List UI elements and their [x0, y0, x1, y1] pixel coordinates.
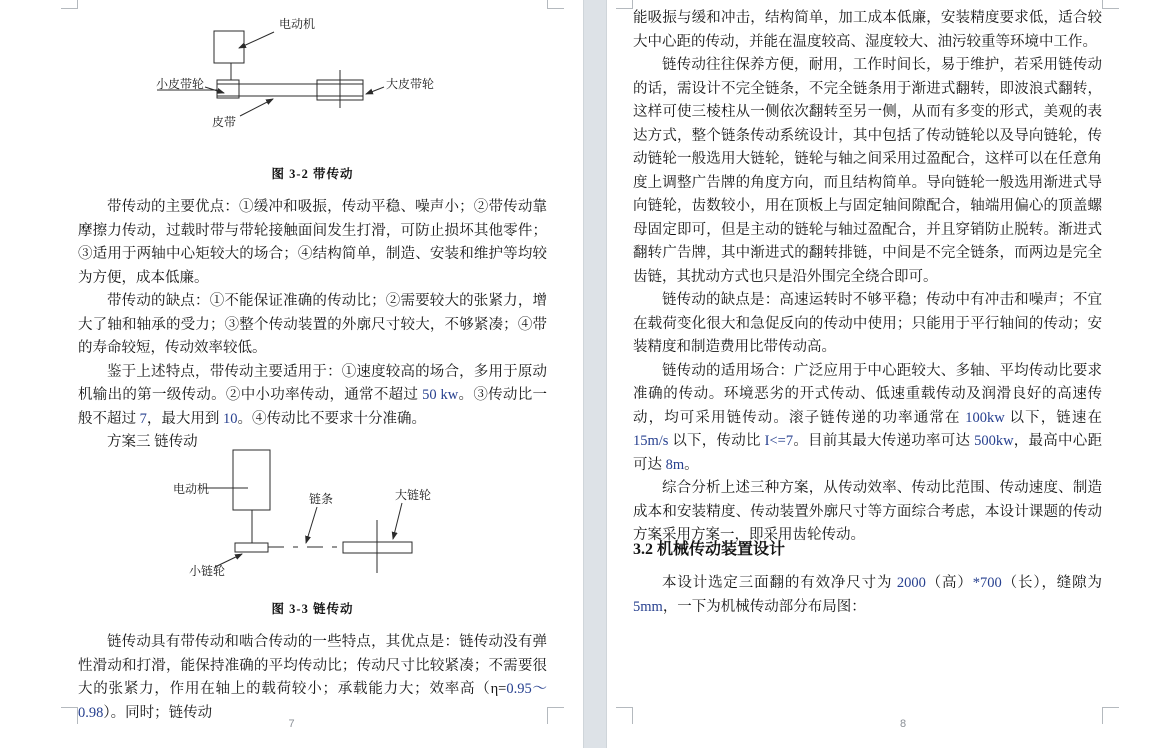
label-small-sprocket: 小链轮	[189, 564, 226, 578]
label-large-sprocket: 大链轮	[395, 488, 432, 502]
label-motor: 电动机	[279, 17, 316, 31]
paragraph: 鉴于上述特点，带传动主要适用于：①速度较高的场合，多用于原动机输出的第一级传动。②中小功率传动，通常不超过 50 kw。③传动比一般不超过 7，最大用到 10。④传动比不要求十分准确。	[78, 363, 547, 427]
label-large-pulley: 大皮带轮	[386, 77, 435, 91]
paragraph-scheme-three: 方案三 链传动	[107, 434, 198, 450]
motor-box	[233, 450, 270, 510]
paragraph: 链传动的适用场合：广泛应用于中心距较大、多轴、平均传动比要求准确的传动。环境恶劣的开式传动、低速重载传动及润滑良好的高速传动，均可采用链传动。滚子链传递的功率通常在 100kw 以下，链速在 15m/s 以下，传动比 I<=7。目前其最大传递功率可达 500kw，最高中心距可达 8m。	[633, 362, 1103, 473]
left-text-block-2	[78, 631, 547, 725]
figure-3-2-caption: 图 3-2 带传动	[271, 167, 354, 181]
page-7-text-area[interactable]	[78, 0, 547, 748]
paragraph: 带传动的缺点：①不能保证准确的传动比；②需要较大的张紧力，增大了轴和轴承的受力；③整个传动装置的外廓尺寸较大，不够紧凑；④带的寿命较短，传动效率较低。	[78, 293, 547, 356]
text-boundary-mark	[616, 0, 633, 9]
figure-3-3-caption: 图 3-3 链传动	[271, 602, 354, 616]
paragraph: 链传动的缺点是：高速运转时不够平稳；传动中有冲击和噪声；不宜在载荷变化很大和急促反向的传动中使用；只能用于平行轴间的传动；安装精度和制造费用比带传动高。	[633, 292, 1102, 355]
document-page-7	[0, 0, 583, 748]
paragraph: 链传动往往保养方便，耐用，工作时间长，易于维护，若采用链传动的话，需设计不完全链条，不完全链条用于渐进式翻转，即波浪式翻转，这样可使三棱柱从一侧依次翻转至另一侧，从而有多变的形式，美观的表达方式，整个链条传动系统设计，其中包括了传动链轮以及导向链轮，传动链轮一般选用大链轮，链轮与轴之间采用过盈配合，这样可以在任意角度上调整广告牌的角度方向，而且结构简单。导向链轮一般选用渐进式导向链轮，齿数较小，用在顶板上与固定轴间隙配合，轴端用偏心的顶盖螺母固定即可，但是主动的链轮与轴过盈配合，并且穿销防止脱转。渐进式翻转广告牌，其中渐进式的翻转排链，中间是不完全链条，而两边是完全齿链，其扰动方式也只是沿外围完全绕合即可。	[633, 57, 1102, 285]
right-text-block-1	[633, 7, 1102, 548]
label-chain: 链条	[309, 492, 334, 506]
paragraph-continuation: 能吸振与缓和冲击，结构简单，加工成本低廉，安装精度要求低，适合较大中心距的传动，并能在温度较高、湿度较大、油污较重等环境中工作。	[633, 10, 1102, 50]
page-number-7: 7	[288, 718, 295, 730]
paragraph: 链传动具有带传动和啮合传动的一些特点，其优点是：链传动没有弹性滑动和打滑，能保持准确的平均传动比；传动尺寸比较紧凑；不需要很大的张紧力，作用在轴上的载荷较小；承载能力大；效率高（η=0.95～0.98）。同时；链传动	[78, 634, 547, 721]
document-page-8	[607, 0, 1171, 748]
section-heading-3-2: 3.2 机械传动装置设计	[633, 541, 786, 558]
paragraph: 综合分析上述三种方案，从传动效率、传动比范围、传动速度、制造成本和安装精度、传动装置外廓尺寸等方面综合考虑，本设计课题的传动方案采用方案一，即采用齿轮传动。	[633, 480, 1102, 543]
paragraph: 带传动的主要优点：①缓冲和吸振，传动平稳、噪声小；②带传动靠摩擦力传动，过载时带与带轮接触面间发生打滑，可防止损坏其他零件；③适用于两轴中心矩较大的场合；④结构简单，制造、安装和维护等均较为方便，成本低廉。	[78, 199, 547, 286]
page-8-text-area[interactable]	[633, 0, 1102, 748]
text-boundary-mark	[61, 0, 78, 9]
figure-chain-drive	[78, 446, 547, 578]
right-text-block-2	[633, 572, 1102, 619]
label-small-pulley: 小皮带轮	[156, 77, 205, 91]
figure-belt-drive	[78, 6, 547, 156]
text-boundary-mark	[547, 0, 564, 9]
small-sprocket-box	[235, 543, 268, 552]
page-number-8: 8	[899, 718, 907, 730]
small-pulley-box	[217, 80, 239, 98]
label-belt: 皮带	[212, 115, 237, 129]
label-motor: 电动机	[173, 482, 210, 496]
page-gap	[583, 0, 607, 748]
left-text-block-1	[78, 196, 547, 455]
paragraph: 本设计选定三面翻的有效净尺寸为 2000（高）*700（长），缝隙为 5mm，一下为机械传动部分布局图：	[633, 575, 1103, 615]
motor-box	[214, 31, 244, 63]
text-boundary-mark	[1102, 0, 1119, 9]
